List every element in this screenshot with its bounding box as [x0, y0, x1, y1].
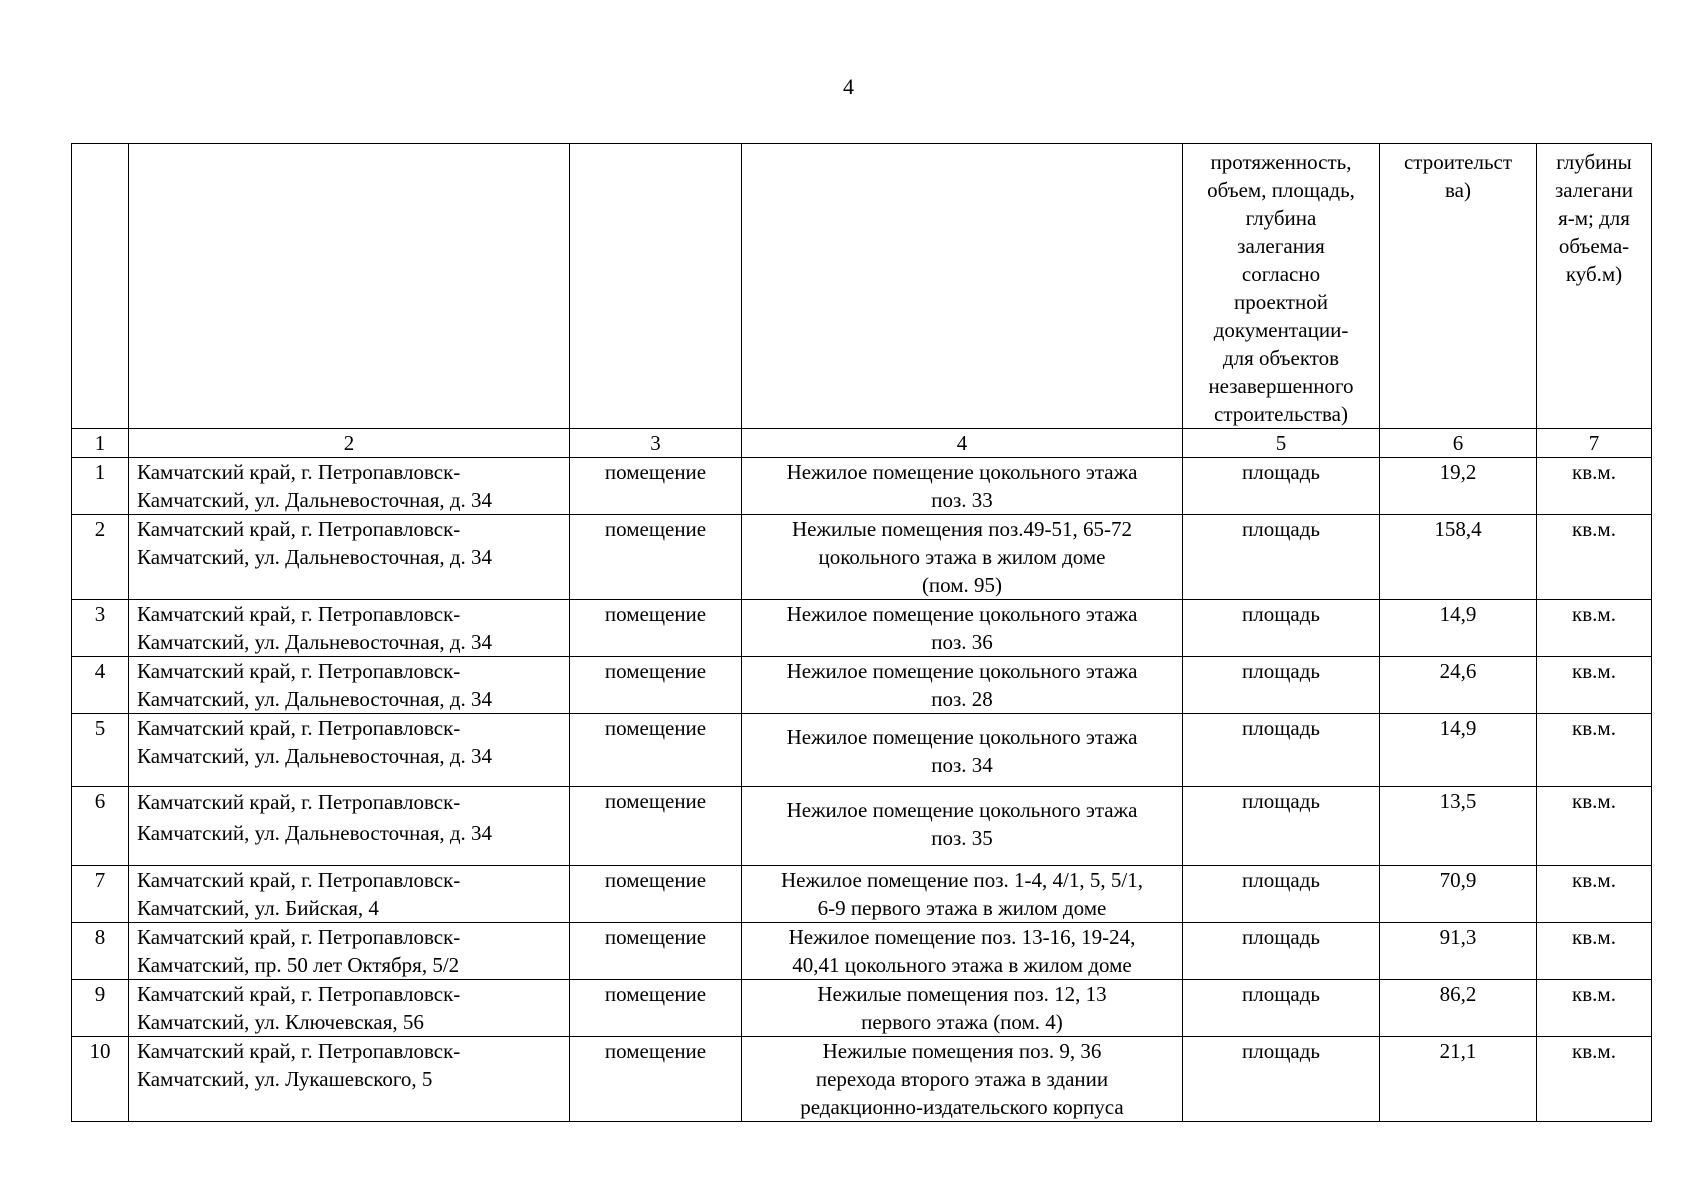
- column-number: 6: [1380, 429, 1537, 458]
- address-cell: Камчатский край, г. Петропавловск- Камчатский, ул. Дальневосточная, д. 34: [129, 657, 570, 714]
- column-numbers-row: [72, 429, 1652, 458]
- parameter-cell: площадь: [1183, 657, 1380, 714]
- header-cell-3: [570, 144, 742, 429]
- parameter-cell: площадь: [1183, 714, 1380, 787]
- description-cell: Нежилое помещение цокольного этажа поз. 35: [742, 787, 1183, 866]
- value-cell: 158,4: [1380, 515, 1537, 600]
- header-cell-6: строительст ва): [1380, 144, 1537, 429]
- unit-cell: кв.м.: [1537, 787, 1652, 866]
- table-row: [72, 787, 1652, 866]
- row-number: 7: [72, 866, 129, 923]
- unit-cell: кв.м.: [1537, 980, 1652, 1037]
- value-cell: 14,9: [1380, 714, 1537, 787]
- object-type-cell: помещение: [570, 458, 742, 515]
- row-number: 8: [72, 923, 129, 980]
- unit-cell: кв.м.: [1537, 923, 1652, 980]
- description-cell: Нежилое помещение цокольного этажа поз. 28: [742, 657, 1183, 714]
- object-type-cell: помещение: [570, 787, 742, 866]
- description-cell: Нежилое помещение поз. 13-16, 19-24, 40,41 цокольного этажа в жилом доме: [742, 923, 1183, 980]
- page-number: 4: [843, 74, 854, 99]
- object-type-cell: помещение: [570, 923, 742, 980]
- column-number: 2: [129, 429, 570, 458]
- description-cell: Нежилое помещение цокольного этажа поз. 36: [742, 600, 1183, 657]
- description-cell: Нежилые помещения поз. 12, 13 первого этажа (пом. 4): [742, 980, 1183, 1037]
- value-cell: 21,1: [1380, 1037, 1537, 1122]
- table-row: [72, 980, 1652, 1037]
- unit-cell: кв.м.: [1537, 600, 1652, 657]
- column-number: 1: [72, 429, 129, 458]
- description-cell: Нежилое помещение цокольного этажа поз. 33: [742, 458, 1183, 515]
- table-row: [72, 714, 1652, 787]
- row-number: 5: [72, 714, 129, 787]
- address-cell: Камчатский край, г. Петропавловск- Камчатский, пр. 50 лет Октября, 5/2: [129, 923, 570, 980]
- column-number: 7: [1537, 429, 1652, 458]
- header-continuation-row: [72, 144, 1652, 429]
- description-cell: Нежилые помещения поз.49-51, 65-72 цокольного этажа в жилом доме (пом. 95): [742, 515, 1183, 600]
- row-number: 10: [72, 1037, 129, 1122]
- unit-cell: кв.м.: [1537, 515, 1652, 600]
- object-type-cell: помещение: [570, 866, 742, 923]
- parameter-cell: площадь: [1183, 1037, 1380, 1122]
- address-cell: Камчатский край, г. Петропавловск- Камчатский, ул. Дальневосточная, д. 34: [129, 714, 570, 787]
- row-number: 9: [72, 980, 129, 1037]
- object-type-cell: помещение: [570, 714, 742, 787]
- value-cell: 24,6: [1380, 657, 1537, 714]
- header-cell-4: [742, 144, 1183, 429]
- description-cell: Нежилое помещение цокольного этажа поз. 34: [742, 714, 1183, 787]
- column-number: 3: [570, 429, 742, 458]
- row-number: 2: [72, 515, 129, 600]
- parameter-cell: площадь: [1183, 980, 1380, 1037]
- address-cell: Камчатский край, г. Петропавловск- Камчатский, ул. Дальневосточная, д. 34: [129, 600, 570, 657]
- table-row: [72, 1037, 1652, 1122]
- value-cell: 70,9: [1380, 866, 1537, 923]
- unit-cell: кв.м.: [1537, 714, 1652, 787]
- object-type-cell: помещение: [570, 515, 742, 600]
- address-cell: Камчатский край, г. Петропавловск- Камчатский, ул. Дальневосточная, д. 34: [129, 515, 570, 600]
- row-number: 6: [72, 787, 129, 866]
- unit-cell: кв.м.: [1537, 1037, 1652, 1122]
- value-cell: 19,2: [1380, 458, 1537, 515]
- header-cell-7: глубины залегани я-м; для объема- куб.м): [1537, 144, 1652, 429]
- table-row: [72, 458, 1652, 515]
- value-cell: 13,5: [1380, 787, 1537, 866]
- object-type-cell: помещение: [570, 980, 742, 1037]
- parameter-cell: площадь: [1183, 866, 1380, 923]
- unit-cell: кв.м.: [1537, 657, 1652, 714]
- row-number: 4: [72, 657, 129, 714]
- description-cell: Нежилое помещение поз. 1-4, 4/1, 5, 5/1, 6-9 первого этажа в жилом доме: [742, 866, 1183, 923]
- header-cell-1: [72, 144, 129, 429]
- row-number: 1: [72, 458, 129, 515]
- description-cell: Нежилые помещения поз. 9, 36 перехода второго этажа в здании редакционно-издательского корпуса: [742, 1037, 1183, 1122]
- address-cell: Камчатский край, г. Петропавловск- Камчатский, ул. Лукашевского, 5: [129, 1037, 570, 1122]
- table-row: [72, 923, 1652, 980]
- column-number: 5: [1183, 429, 1380, 458]
- address-cell: Камчатский край, г. Петропавловск- Камчатский, ул. Дальневосточная, д. 34: [129, 458, 570, 515]
- property-registry-table: [71, 143, 1652, 1122]
- table-row: [72, 515, 1652, 600]
- unit-cell: кв.м.: [1537, 866, 1652, 923]
- value-cell: 91,3: [1380, 923, 1537, 980]
- object-type-cell: помещение: [570, 657, 742, 714]
- header-cell-5: протяженность, объем, площадь, глубина залегания согласно проектной документации- для объектов незавершенного строительства): [1183, 144, 1380, 429]
- object-type-cell: помещение: [570, 600, 742, 657]
- header-cell-2: [129, 144, 570, 429]
- address-cell: Камчатский край, г. Петропавловск- Камчатский, ул. Дальневосточная, д. 34: [129, 787, 570, 866]
- value-cell: 86,2: [1380, 980, 1537, 1037]
- parameter-cell: площадь: [1183, 787, 1380, 866]
- column-number: 4: [742, 429, 1183, 458]
- row-number: 3: [72, 600, 129, 657]
- unit-cell: кв.м.: [1537, 458, 1652, 515]
- table-row: [72, 657, 1652, 714]
- parameter-cell: площадь: [1183, 923, 1380, 980]
- parameter-cell: площадь: [1183, 515, 1380, 600]
- address-cell: Камчатский край, г. Петропавловск- Камчатский, ул. Ключевская, 56: [129, 980, 570, 1037]
- table-row: [72, 866, 1652, 923]
- parameter-cell: площадь: [1183, 600, 1380, 657]
- value-cell: 14,9: [1380, 600, 1537, 657]
- address-cell: Камчатский край, г. Петропавловск- Камчатский, ул. Бийская, 4: [129, 866, 570, 923]
- table-row: [72, 600, 1652, 657]
- object-type-cell: помещение: [570, 1037, 742, 1122]
- parameter-cell: площадь: [1183, 458, 1380, 515]
